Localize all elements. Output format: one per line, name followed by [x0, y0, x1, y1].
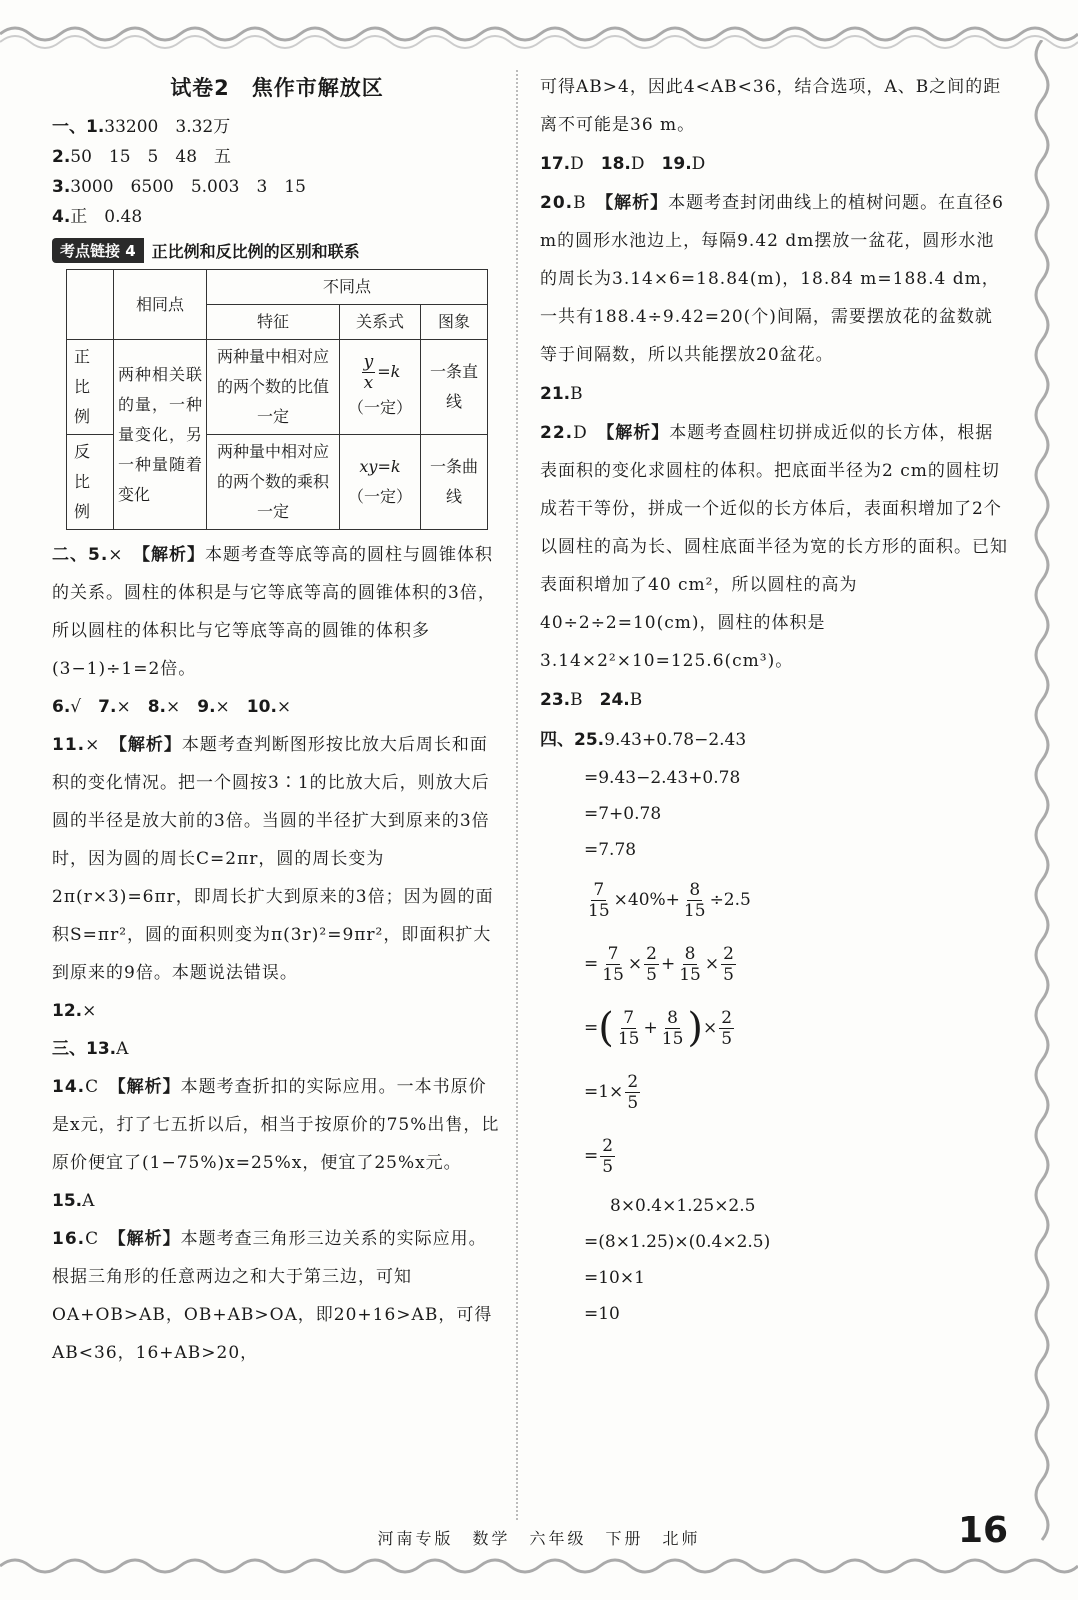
calc-step: = ( $\frac{7}{15}$ + $\frac{8}{15}$ ) × $\frac{2}{5}$	[584, 1005, 733, 1051]
column-divider	[516, 70, 518, 1520]
answer-q1: 一、1.33200 3.32万	[52, 117, 231, 137]
calc-step: = $\frac{2}{5}$	[584, 1135, 614, 1177]
direct-relation-cell: $\frac{y}{x}$ =k （一定）	[340, 340, 421, 435]
answer-q2: 2.50 15 5 48 五	[52, 147, 232, 167]
header-feature: 特征	[207, 305, 340, 340]
knowledge-link-badge: 考点链接 4	[52, 238, 144, 263]
answer-q14: 14.C 【解析】本题考查折扣的实际应用。一本书原价是x元，打了七五折以后，相当于按原价的75%出售，比原价便宜了(1−75%)x=25%x，便宜了25%x元。	[52, 1077, 500, 1173]
header-graph: 图象	[421, 305, 488, 340]
answer-q16: 16.C 【解析】本题考查三角形三边关系的实际应用。根据三角形的任意两边之和大于第三边，可知OA+OB>AB，OB+AB>OA，即20+16>AB，可得AB<36，16+AB>20，	[52, 1229, 493, 1363]
knowledge-link-header	[52, 238, 502, 263]
answer-q21: 21.B	[540, 384, 583, 404]
calc-step: =(8×1.25)×(0.4×2.5)	[584, 1232, 771, 1252]
page-number: 16	[958, 1510, 1009, 1551]
right-column	[540, 68, 1010, 1332]
calc-step: =7+0.78	[584, 804, 662, 824]
answer-q22: 22.D 【解析】本题考查圆柱切拼成近似的长方体，根据表面积的变化求圆柱的体积。把底面半径为2 cm的圆柱切成若干等份，拼成一个近似的长方体后，表面积增加了2个以圆柱的高为长、圆柱底面半径为宽的长方形的面积。已知表面积增加了40 cm²，所以圆柱的高为40÷2÷2=10(cm)，圆柱的体积是3.14×2²×10=125.6(cm³)。	[540, 423, 1008, 671]
calc-step: =10	[584, 1304, 620, 1324]
calc-step: =1× $\frac{2}{5}$	[584, 1071, 639, 1113]
page-footer: 河南专版 数学 六年级 下册 北师	[377, 1529, 701, 1548]
answer-q12: 12.×	[52, 1001, 97, 1021]
answer-q25-header: 四、25.9.43+0.78−2.43	[540, 730, 747, 750]
answer-q16-continued: 可得AB>4，因此4<AB<36，结合选项，A、B之间的距离不可能是36 m。	[540, 77, 1002, 135]
proportion-comparison-table	[66, 269, 488, 530]
answer-q15: 15.A	[52, 1191, 95, 1211]
inverse-feature-cell: 两种量中相对应的两个数的乘积一定	[207, 435, 340, 530]
answer-q20: 20.B 【解析】本题考查封闭曲线上的植树问题。在直径6 m的圆形水池边上，每隔9.42 dm摆放一盆花，圆形水池的周长为3.14×6=18.84(m)，18.84 m=188.4 dm，一共有188.4÷9.42=20(个)间隔，需要摆放花的盆数就等于间隔数，所以共能摆放20盆花。	[540, 193, 1004, 365]
inverse-relation-cell: xy=k （一定）	[340, 435, 421, 530]
answer-q17-19: 17.D 18.D 19.D	[540, 154, 706, 174]
knowledge-link-title: 正比例和反比例的区别和联系	[151, 242, 360, 261]
answer-q23-24: 23.B 24.B	[540, 690, 643, 710]
direct-graph-cell: 一条直线	[421, 340, 488, 435]
same-points-cell: 两种相关联的量，一种量变化，另一种量随着变化	[114, 340, 207, 530]
answer-q3: 3.3000 6500 5.003 3 15	[52, 177, 306, 197]
answer-q13: 三、13.A	[52, 1039, 129, 1059]
answer-q11: 11.× 【解析】本题考查判断图形按比放大后周长和面积的变化情况。把一个圆按3∶1的比放大后，则放大后圆的半径是放大前的3倍。当圆的半径扩大到原来的3倍时，因为圆的周长C=2πr，圆的周长变为2π(r×3)=6πr，即周长扩大到原来的3倍；因为圆的面积S=πr²，圆的面积则变为π(3r)²=9πr²，即面积扩大到原来的9倍。本题说法错误。	[52, 735, 494, 983]
answer-q4: 4.正 0.48	[52, 207, 143, 227]
answer-q6-10: 6.√ 7.× 8.× 9.× 10.×	[52, 697, 292, 717]
direct-feature-cell: 两种量中相对应的两个数的比值一定	[207, 340, 340, 435]
calc-step: =10×1	[584, 1268, 645, 1288]
row-inverse-label: 反比例	[67, 435, 114, 530]
header-diff: 不同点	[207, 270, 488, 305]
inverse-graph-cell: 一条曲线	[421, 435, 488, 530]
left-column	[52, 68, 502, 1372]
top-wavy-border	[0, 14, 1078, 54]
calc-expression: 8×0.4×1.25×2.5	[610, 1196, 756, 1216]
bottom-wavy-border	[0, 1546, 1078, 1586]
calc-step: = $\frac{7}{15}$ × $\frac{2}{5}$ + $\frac{8}{15}$ × $\frac{2}{5}$	[584, 943, 734, 985]
row-direct-label: 正比例	[67, 340, 114, 435]
page-title: 试卷2 焦作市解放区	[170, 76, 384, 100]
header-relation: 关系式	[340, 305, 421, 340]
calc-step: =7.78	[584, 840, 637, 860]
calc-step: =9.43−2.43+0.78	[584, 768, 741, 788]
answer-q5: 二、5.× 【解析】本题考查等底等高的圆柱与圆锥体积的关系。圆柱的体积是与它等底等高的圆锥体积的3倍，所以圆柱的体积比与它等底等高的圆锥的体积多(3−1)÷1=2倍。	[52, 545, 496, 679]
header-same: 相同点	[114, 270, 207, 340]
fraction-expression: $\frac{7}{15}$ ×40%+ $\frac{8}{15}$ ÷2.5	[588, 879, 751, 921]
right-wavy-border	[1022, 40, 1062, 1550]
